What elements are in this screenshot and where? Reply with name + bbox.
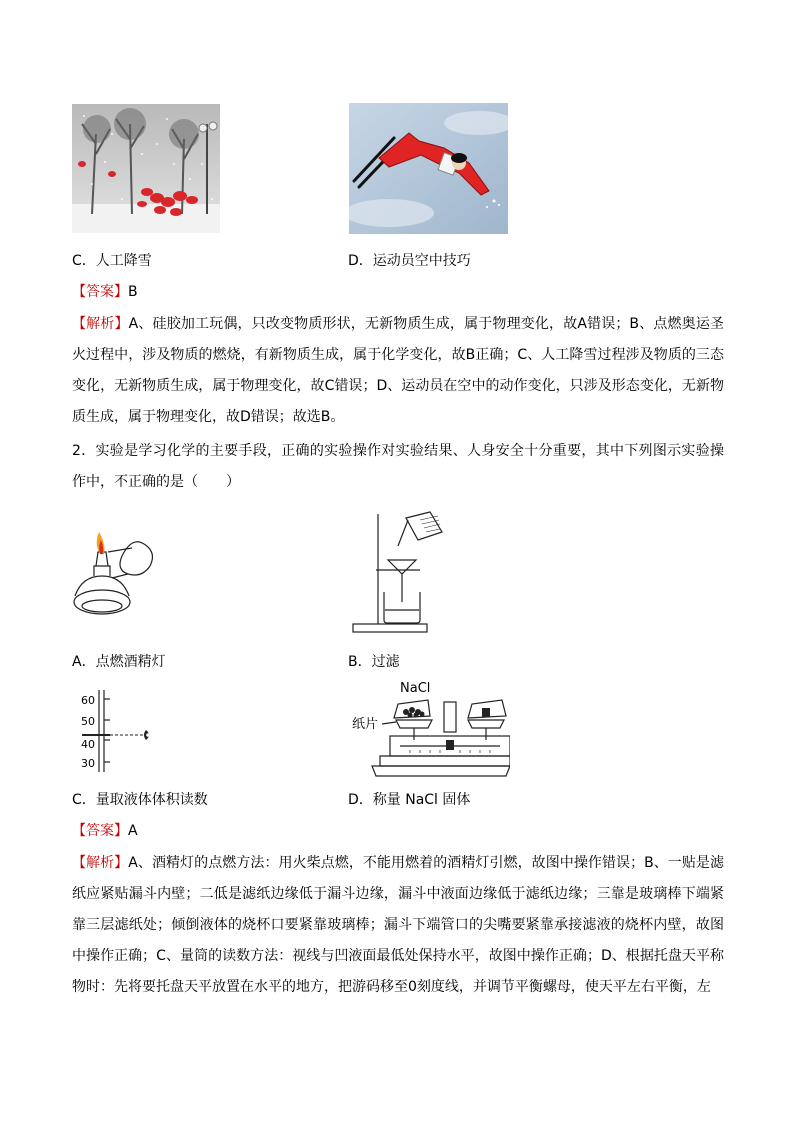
q2-option-a: A．点燃酒精灯	[72, 654, 166, 670]
answer-tag: 【答案】	[72, 823, 128, 839]
answer-tag: 【答案】	[72, 284, 128, 300]
q2-answer	[72, 816, 138, 846]
q1-option-c: C．人工降雪	[72, 253, 152, 269]
q2-option-c: C．量取液体体积读数	[72, 792, 208, 808]
q2-stem: 2．实验是学习化学的主要手段，正确的实验操作对实验结果、人身安全十分重要，其中下列图示实验操作中，不正确的是（ ）	[72, 443, 724, 490]
answer-value: A	[128, 823, 138, 839]
skier-photo	[349, 103, 508, 234]
answer-value: B	[128, 284, 138, 300]
q1-analysis	[72, 309, 724, 433]
analysis-tag: 【解析】	[72, 316, 129, 332]
cylinder-figure	[80, 688, 160, 774]
balance-paper-label: 纸片	[352, 717, 379, 732]
cylinder-tick-label: 30	[81, 757, 95, 770]
q2-option-d: D．称量 NaCl 固体	[348, 792, 471, 808]
alcohol-lamp-figure	[72, 526, 162, 618]
cylinder-tick-label: 60	[81, 694, 95, 707]
q1-answer	[72, 277, 138, 307]
q2-analysis	[72, 848, 724, 1003]
cylinder-tick-label: 50	[81, 715, 95, 728]
q1-option-d: D．运动员空中技巧	[348, 253, 471, 269]
balance-nacl-label: NaCl	[400, 681, 431, 696]
balance-figure	[350, 678, 510, 780]
analysis-text: A、硅胶加工玩偶，只改变物质形状，无新物质生成，属于物理变化，故A错误；B、点燃奥运圣火过程中，涉及物质的燃烧，有新物质生成，属于化学变化，故B正确；C、人工降雪过程涉及物质的三态变化，无新物质生成，属于物理变化，故C错误；D、运动员在空中的动作变化，只涉及形态变化，无新物质生成，属于物理变化，故D错误；故选B。	[72, 316, 725, 425]
analysis-tag: 【解析】	[72, 855, 129, 871]
q2-option-b: B．过滤	[348, 654, 400, 670]
cylinder-tick-label: 40	[81, 738, 95, 751]
filtration-figure	[350, 510, 450, 634]
snow-photo	[72, 104, 220, 233]
analysis-text: A、酒精灯的点燃方法：用火柴点燃，不能用燃着的酒精灯引燃，故图中操作错误；B、一贴是滤纸应紧贴漏斗内壁；二低是滤纸边缘低于漏斗边缘，漏斗中液面边缘低于滤纸边缘；三靠是玻璃棒下端紧靠三层滤纸处；倾倒液体的烧杯口要紧靠玻璃棒；漏斗下端管口的尖嘴要紧靠承接滤液的烧杯内壁，故图中操作正确；C、量筒的读数方法：视线与凹液面最低处保持水平，故图中操作正确；D、根据托盘天平称物时：先将要托盘天平放置在水平的地方，把游码移至0刻度线，并调节平衡螺母，使天平左右平衡，左	[72, 855, 724, 995]
